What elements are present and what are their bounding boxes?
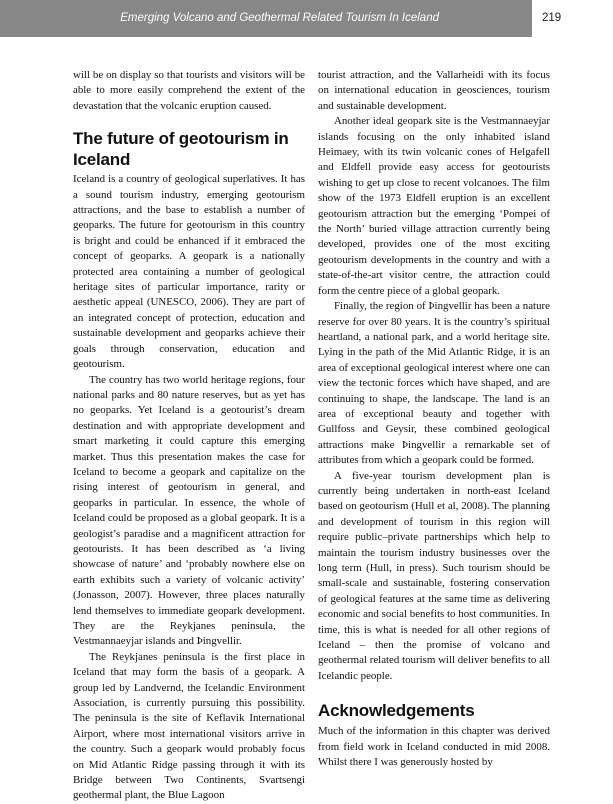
paragraph: A five-year tourism development plan is currently being undertaken in north-east Iceland based on geotourism (Hull et al, 2008). The planning and development of tourism in this region will require public–private partnerships which help to maintain the tourism industry businesses over the long term (Hull, in press). Such tourism should be small-scale and sustainable, fostering conservation of geological features at the same time as delivering economic and social benefits to host communities. In time, this is what is needed for all other regions of Iceland – then the promise of volcano and geothermal related tourism will deliver benefits to all Icelandic people. xyxy=(318,469,550,682)
paragraph-continued: will be on display so that tourists and visitors will be able to more easily comprehend the extent of the devastation that the volcanic eruption caused. xyxy=(73,69,305,112)
paragraph: The country has two world heritage regions, four national parks and 80 nature reserves, but as yet has no geoparks. Yet Iceland is a geotourist’s dream destination and with appropriate development and smart marketing it could capture this emerging market. Thus this presentation makes the case for Iceland to become a geopark and capitalize on the rising interest of geotourism in general, and geoparks in particular. In essence, the whole of Iceland could be proposed as a global geopark. It is a geologist’s paradise and a magnificent attraction for geotourists. It has been described as ‘a living showcase of nature’ and ‘probably nowhere else on earth exhibits such a variety of volcanic activity’ (Jonasson, 2007). However, three places naturally lend themselves to immediate geopark development. They are the Reykjanes peninsula, the Vestmannaeyjar islands and Þingvellir. xyxy=(73,373,305,648)
paragraph: Finally, the region of Þingvellir has been a nature reserve for over 80 years. It is the country’s spiritual heartland, a national park, and a world heritage site. Lying in the path of the Mid Atlantic Ridge, it is an area of exceptional geological interest where one can view the tectonic forces which have shaped, and are continuing to shape, the landscape. The land is an area of exceptional beauty and together with Gullfoss and Geysir, these combined geological attractions make Þingvellir a remarkable set of attributes from which a geopark could be formed. xyxy=(318,300,550,467)
paragraph: Much of the information in this chapter was derived from field work in Iceland conducted in mid 2008. Whilst there I was generously hosted by xyxy=(318,725,550,769)
paragraph: Another ideal geopark site is the Vestmannaeyjar islands focusing on the only inhabited island Heimaey, with its twin volcanic cones of Helgafell and Eldfell provide easy access for geotourists wishing to get up close to recent volcanoes. The film show of the 1973 Eldfell eruption is an excellent geotourism attraction but the emerging ‘Pompei of the North’ buried village attraction currently being developed, provides one of the most exciting geotourism developments in the country and with a state-of-the-art visitor centre, the attraction could form the centre piece of a global geopark. xyxy=(318,115,550,297)
paragraph: Iceland is a country of geological superlatives. It has a sound tourism industry, emerging geotourism attractions, and the base to establish a number of geoparks. The future for geotourism in this country is bright and could be enhanced if it embraced the concept of geoparks. A geopark is a nationally protected area containing a number of geological heritage sites of particular importance, rarity or aesthetic appeal (UNESCO, 2006). They are part of an integrated concept of protection, education and sustainable development and geoparks achieve their goals through conservation, education and geotourism. xyxy=(73,173,305,371)
section-heading-future-of-geotourism: The future of geotourism in Iceland xyxy=(73,129,289,170)
right-column xyxy=(318,68,550,770)
section-heading-acknowledgements: Acknowledgements xyxy=(318,701,475,721)
page-number: 219 xyxy=(542,12,562,24)
paragraph: The Reykjanes peninsula is the first place in Iceland that may form the basis of a geopark. A group led by Landvernd, the Icelandic Environment Association, is currently pursuing this possibility. The peninsula is the site of Keflavik International Airport, where most international visitors arrive in the country. Such a geopark would probably focus on Mid Atlantic Ridge passing through it with its Bridge between Two Continents, Svartsengi geothermal plant, the Blue Lagoon xyxy=(73,650,305,802)
paragraph-continued: tourist attraction, and the Vallarheidi with its focus on international education in geosciences, tourism and sustainable development. xyxy=(318,69,550,112)
running-title: Emerging Volcano and Geothermal Related Tourism In Iceland xyxy=(120,12,439,24)
left-column xyxy=(73,68,305,804)
running-header-bar xyxy=(0,0,532,37)
